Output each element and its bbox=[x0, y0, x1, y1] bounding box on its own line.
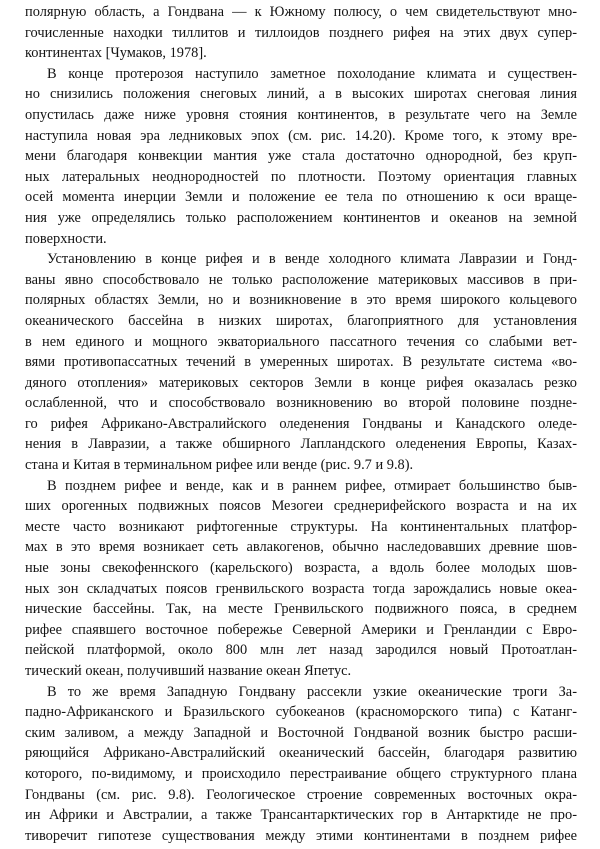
text-line: ваны явно способствовало не только расположение материковых массивов в при- bbox=[25, 271, 577, 288]
text-line: ским заливом, а между Западной и Восточной Гондваной возник быстро расши- bbox=[25, 724, 577, 741]
document-page bbox=[25, 2, 577, 847]
text-line: полярных областях Земли, но и возникновение в это время широкого кольцевого bbox=[25, 292, 577, 309]
text-line: пейской платформой, около 800 млн лет назад зародился новый Протоатлан- bbox=[25, 642, 577, 659]
text-line: вями противопассатных течений в умеренных широтах. В результате система «во- bbox=[25, 354, 577, 371]
text-line: стана и Китая в терминальном рифее или венде (рис. 9.7 и 9.8). bbox=[25, 457, 414, 474]
text-line: В позднем рифее и венде, как и в раннем рифее, отмирает большинство быв- bbox=[47, 477, 577, 494]
text-line: наступила новая эра ледниковых эпох (см. рис. 14.20). Кроме того, к этому вре- bbox=[25, 127, 577, 144]
text-line: мени благодаря конвекции мантия уже стала достаточно однородной, без круп- bbox=[25, 148, 577, 165]
text-line: нения в Лавразии, а также обширного Лапландского оледенения Европы, Казах- bbox=[25, 436, 577, 453]
text-line: ин Африки и Австралии, а также Трансантарктических гор в Антарктиде не про- bbox=[25, 807, 577, 824]
text-line: тиворечит гипотезе существования между этими континентами в позднем рифее bbox=[25, 827, 577, 844]
text-line: нические бассейны. Так, на месте Гренвильского подвижного пояса, в среднем bbox=[25, 601, 577, 618]
text-line: поверхности. bbox=[25, 230, 107, 247]
text-line: рифее спаявшего восточное побережье Северной Америки и Гренландии с Евро- bbox=[25, 621, 577, 638]
text-line: ные зоны свекофеннского (карельского) возраста, а вдоль более молодых шов- bbox=[25, 560, 577, 577]
text-line: месте часто возникают рифтогенные структуры. На континентальных платфор- bbox=[25, 518, 577, 535]
text-line: тический океан, получивший название океан Япетус. bbox=[25, 663, 352, 679]
text-line: осей момента инерции Земли и положение ее тела по отношению к оси враще- bbox=[25, 189, 577, 206]
text-line: но снизились положения снеговых линий, а в высоких широтах снеговая линия bbox=[25, 86, 577, 103]
text-line: ных зон складчатых поясов гренвильского возраста тогда зарождались новые океа- bbox=[25, 580, 577, 597]
text-line: падно-Африканского и Бразильского субокеанов (красноморского типа) с Катанг- bbox=[25, 704, 577, 721]
text-line: мах в это время возникает сеть авлакогенов, обычно наследовавших древние шов- bbox=[25, 539, 577, 556]
text-line: ных латеральных неоднородностей по плотности. Поэтому ориентация главных bbox=[25, 168, 577, 185]
text-line: континентах [Чумаков, 1978]. bbox=[25, 45, 207, 62]
text-line: го рифея Африкано-Австралийского оледенения Гондваны и Канадского оледе- bbox=[25, 415, 577, 432]
text-line: ния уже определялись только расположением континентов и океанов на земной bbox=[25, 209, 577, 226]
text-line: ослабленной, что и способствовало возникновению во второй половине поздне- bbox=[25, 395, 577, 412]
text-line: дяного отопления» материковых секторов Земли в конце рифея оказалась резко bbox=[25, 374, 577, 391]
text-line: которого, по-видимому, и происходило перестраивание общего структурного плана bbox=[25, 765, 577, 782]
text-line: Гондваны (см. рис. 9.8). Геологическое строение современных восточных окра- bbox=[25, 786, 577, 803]
text-line: ших орогенных подвижных поясов Мезогеи среднерифейского возраста и на их bbox=[25, 498, 577, 515]
text-line: гочисленные находки тиллитов и тиллоидов позднего рифея на этих двух супер- bbox=[25, 24, 577, 41]
text-line: океанического бассейна в низких широтах, благоприятного для установления bbox=[25, 312, 577, 329]
text-line: полярную область, а Гондвана — к Южному полюсу, о чем свидетельствуют мно- bbox=[25, 4, 577, 20]
text-line: в нем единого и мощного экваториального пассатного течения со слабыми вет- bbox=[25, 333, 577, 350]
text-line: Установлению в конце рифея и в венде холодного климата Лавразии и Гонд- bbox=[47, 251, 577, 268]
text-line: опустилась даже ниже уровня стояния континентов, в результате чего на Земле bbox=[25, 106, 577, 123]
text-line: ряющийся Африкано-Австралийский океанический бассейн, благодаря развитию bbox=[25, 745, 577, 762]
text-line: В конце протерозоя наступило заметное похолодание климата и существен- bbox=[47, 65, 577, 82]
text-line: В то же время Западную Гондвану рассекли узкие океанические троги За- bbox=[47, 683, 577, 700]
